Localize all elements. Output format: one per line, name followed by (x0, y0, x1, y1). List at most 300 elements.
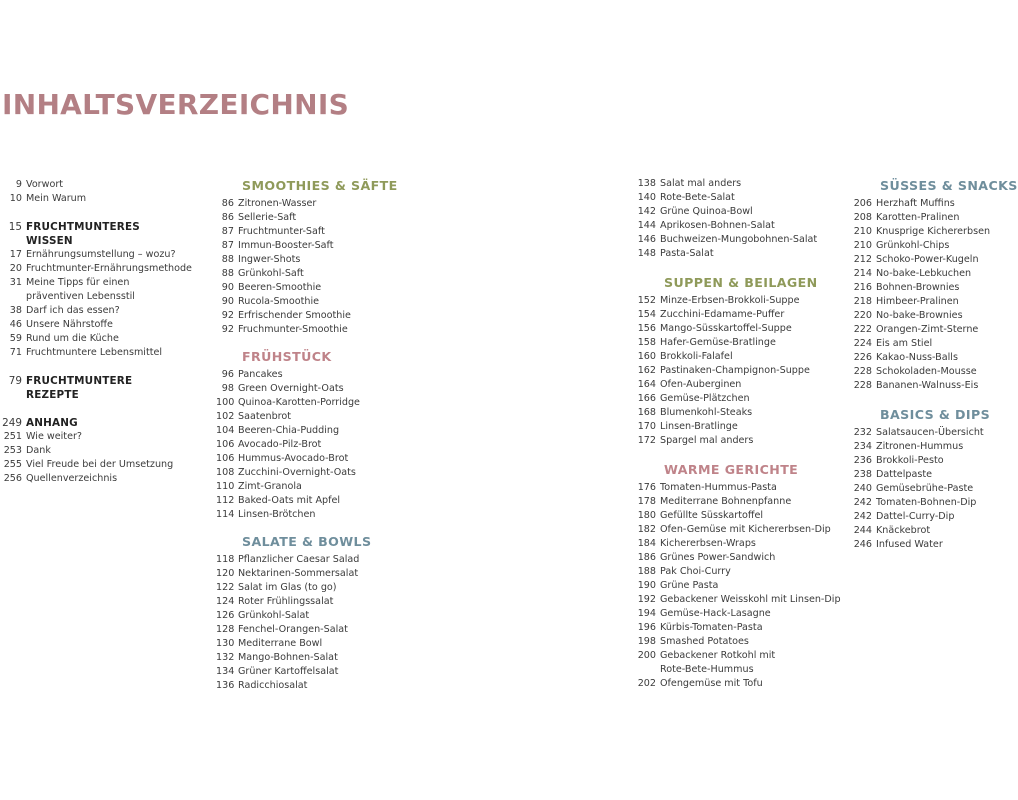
page-number: 168 (637, 407, 656, 418)
entry-title: Wie weiter? (26, 431, 83, 442)
entry-title: Himbeer-Pralinen (876, 296, 959, 307)
page-number: 206 (853, 198, 872, 209)
toc-section (216, 349, 416, 522)
toc-entry[interactable] (836, 454, 1000, 468)
entry-title: Baked-Oats mit Apfel (238, 495, 341, 506)
toc-entry[interactable] (636, 434, 841, 448)
toc-entry[interactable] (216, 368, 416, 382)
toc-entry[interactable] (636, 593, 841, 607)
entry-title: Schoko-Power-Kugeln (876, 254, 979, 265)
toc-entry[interactable] (636, 551, 841, 565)
entry-title: Rund um die Küche (26, 333, 119, 344)
page-number: 234 (853, 441, 872, 452)
toc-entry[interactable] (216, 508, 416, 522)
toc-entry[interactable] (216, 452, 416, 466)
toc-entry[interactable] (0, 430, 200, 444)
toc-entry[interactable] (216, 211, 416, 225)
page-number: 172 (637, 435, 656, 446)
toc-section (636, 177, 841, 261)
page-number: 134 (216, 666, 235, 677)
toc-entry[interactable] (216, 396, 416, 410)
page-number: 142 (637, 206, 656, 217)
entry-title: Beeren-Smoothie (238, 282, 322, 293)
page-number: 246 (853, 539, 872, 550)
entry-title: Schokoladen-Mousse (876, 366, 977, 377)
page-number: 126 (216, 610, 235, 621)
entry-title: Kakao-Nuss-Balls (876, 352, 958, 363)
toc-entry[interactable] (836, 538, 1000, 552)
toc-entry[interactable] (636, 219, 841, 233)
toc-entry[interactable] (636, 247, 841, 261)
toc-entry[interactable] (0, 192, 200, 206)
page-number: 128 (216, 624, 235, 635)
toc-entry[interactable] (836, 468, 1000, 482)
toc-entry[interactable] (636, 336, 841, 350)
entry-title: Tomaten-Bohnen-Dip (876, 497, 977, 508)
toc-entry[interactable] (636, 649, 841, 663)
toc-section (636, 275, 841, 448)
toc-entry[interactable] (216, 225, 416, 239)
toc-entry[interactable] (0, 248, 200, 262)
entry-title: Knäckebrot (876, 525, 931, 536)
page-number: 184 (637, 538, 656, 549)
entry-title: FRUCHTMUNTERES (26, 221, 140, 233)
page-number: 166 (637, 393, 656, 404)
page-number: 180 (637, 510, 656, 521)
toc-column-1 (0, 178, 200, 486)
toc-entry[interactable] (216, 410, 416, 424)
entry-title: Gemüse-Hack-Lasagne (660, 608, 771, 619)
entry-title: Ingwer-Shots (238, 254, 301, 265)
entry-title: Fruchtmunter-Saft (238, 226, 325, 237)
toc-entry[interactable] (0, 234, 200, 248)
entry-title: Sellerie-Saft (238, 212, 297, 223)
toc-entry[interactable] (636, 364, 841, 378)
entry-title: Pak Choi-Curry (660, 566, 731, 577)
page-number: 251 (3, 431, 22, 442)
page-number: 200 (637, 650, 656, 661)
entry-title: Eis am Stiel (876, 338, 933, 349)
toc-entry[interactable] (0, 472, 200, 486)
entry-title: Ofen-Gemüse mit Kichererbsen-Dip (660, 524, 831, 535)
toc-entry[interactable] (636, 177, 841, 191)
toc-entry[interactable] (836, 323, 1000, 337)
entry-title: Bohnen-Brownies (876, 282, 960, 293)
page-number: 112 (216, 495, 235, 506)
entry-title: Avocado-Pilz-Brot (238, 439, 322, 450)
entry-title: Immun-Booster-Saft (238, 240, 334, 251)
toc-entry[interactable] (216, 679, 416, 693)
section-heading: SALATE & BOWLS (242, 534, 372, 549)
toc-entry[interactable] (836, 365, 1000, 379)
toc-entry[interactable] (216, 637, 416, 651)
page-number: 79 (8, 375, 22, 387)
section-heading: SÜSSES & SNACKS (880, 178, 1018, 193)
toc-entry[interactable] (636, 308, 841, 322)
toc-entry[interactable] (836, 239, 1000, 253)
page-number: 17 (9, 249, 22, 260)
entry-title: Erfrischender Smoothie (238, 310, 351, 321)
toc-entry[interactable] (216, 494, 416, 508)
entry-title: Saatenbrot (238, 411, 292, 422)
page-number: 220 (853, 310, 872, 321)
page-number: 192 (637, 594, 656, 605)
toc-entry[interactable] (0, 304, 200, 318)
toc-entry[interactable] (836, 496, 1000, 510)
entry-title: Viel Freude bei der Umsetzung (26, 459, 174, 470)
toc-entry[interactable] (636, 205, 841, 219)
page-number: 170 (637, 421, 656, 432)
toc-entry[interactable] (216, 253, 416, 267)
page-number: 118 (216, 554, 235, 565)
page-number: 160 (637, 351, 656, 362)
entry-title: Grünkohl-Chips (876, 240, 950, 251)
entry-title: Gemüsebrühe-Paste (876, 483, 974, 494)
page-number: 86 (221, 198, 234, 209)
toc-entry[interactable] (0, 388, 200, 402)
entry-title: Ernährungsumstellung – wozu? (26, 249, 176, 260)
page-number: 164 (637, 379, 656, 390)
toc-entry[interactable] (636, 663, 841, 677)
page-number: 87 (221, 240, 234, 251)
page-number: 186 (637, 552, 656, 563)
toc-entry[interactable] (636, 579, 841, 593)
page-number: 156 (637, 323, 656, 334)
toc-column-4 (836, 178, 1018, 552)
page-number: 90 (221, 282, 234, 293)
page-number: 253 (3, 445, 22, 456)
page-number: 9 (15, 179, 22, 190)
entry-title: Meine Tipps für einen (26, 277, 130, 288)
toc-entry[interactable] (636, 677, 841, 691)
toc-entry[interactable] (216, 480, 416, 494)
entry-title: Ofen-Auberginen (660, 379, 742, 390)
entry-title: Rucola-Smoothie (238, 296, 320, 307)
entry-title: Gebackener Rotkohl mit (660, 650, 776, 661)
page-number: 218 (853, 296, 872, 307)
toc-entry[interactable] (636, 378, 841, 392)
toc-entry[interactable] (636, 621, 841, 635)
entry-title: Radicchiosalat (238, 680, 308, 691)
entry-title: Mediterrane Bowl (238, 638, 323, 649)
toc-entry[interactable] (636, 191, 841, 205)
entry-title: Orangen-Zimt-Sterne (876, 324, 979, 335)
toc-entry[interactable] (216, 581, 416, 595)
toc-entry[interactable] (836, 267, 1000, 281)
toc-section (836, 407, 1000, 552)
toc-entry[interactable] (636, 233, 841, 247)
toc-entry[interactable] (216, 382, 416, 396)
page-number: 132 (216, 652, 235, 663)
entry-title: präventiven Lebensstil (26, 291, 135, 302)
page-number: 208 (853, 212, 872, 223)
entry-title: Gefüllte Süsskartoffel (660, 510, 764, 521)
toc-section (836, 178, 1018, 393)
page-number: 124 (216, 596, 235, 607)
toc-entry[interactable] (216, 239, 416, 253)
toc-entry[interactable] (836, 482, 1000, 496)
toc-entry[interactable] (0, 318, 200, 332)
toc-column-2 (216, 178, 416, 693)
toc-entry[interactable] (216, 323, 416, 337)
toc-entry[interactable] (836, 337, 1000, 351)
page-number: 210 (853, 240, 872, 251)
entry-title: Bananen-Walnuss-Eis (876, 380, 979, 391)
toc-entry[interactable] (216, 309, 416, 323)
toc-entry[interactable] (636, 420, 841, 434)
page-number: 110 (216, 481, 235, 492)
section-heading: WARME GERICHTE (664, 462, 799, 477)
page-number: 212 (853, 254, 872, 265)
toc-entry[interactable] (216, 595, 416, 609)
entry-title: Smashed Potatoes (660, 636, 749, 647)
entry-title: Ofengemüse mit Tofu (660, 678, 763, 689)
toc-entry[interactable] (636, 607, 841, 621)
entry-title: Mango-Süsskartoffel-Suppe (660, 323, 792, 334)
entry-title: Gebackener Weisskohl mit Linsen-Dip (660, 594, 841, 605)
page-number: 71 (9, 347, 22, 358)
entry-title: Grünkohl-Saft (238, 268, 304, 279)
toc-entry[interactable] (636, 523, 841, 537)
entry-title: Spargel mal anders (660, 435, 754, 446)
page-number: 96 (221, 369, 234, 380)
toc-entry[interactable] (0, 416, 200, 430)
toc-entry[interactable] (216, 466, 416, 480)
page-number: 178 (637, 496, 656, 507)
entry-title: Brokkoli-Falafel (660, 351, 733, 362)
toc-entry[interactable] (836, 379, 1000, 393)
toc-entry[interactable] (216, 438, 416, 452)
entry-title: Blumenkohl-Steaks (660, 407, 753, 418)
entry-title: Brokkoli-Pesto (876, 455, 944, 466)
page-number: 242 (853, 511, 872, 522)
page-number: 214 (853, 268, 872, 279)
entry-title: Dattel-Curry-Dip (876, 511, 955, 522)
page-number: 46 (9, 319, 22, 330)
toc-entry[interactable] (636, 509, 841, 523)
toc-entry[interactable] (636, 322, 841, 336)
page-number: 88 (221, 254, 234, 265)
entry-title: Kürbis-Tomaten-Pasta (660, 622, 763, 633)
page-number: 240 (853, 483, 872, 494)
page-number: 238 (853, 469, 872, 480)
entry-title: Rote-Bete-Salat (660, 192, 735, 203)
entry-title: Dattelpaste (876, 469, 932, 480)
page-number: 202 (637, 678, 656, 689)
toc-entry[interactable] (0, 332, 200, 346)
toc-entry[interactable] (0, 458, 200, 472)
toc-entry[interactable] (636, 635, 841, 649)
page-number: 122 (216, 582, 235, 593)
entry-title: Fruchmunter-Smoothie (238, 324, 348, 335)
toc-entry[interactable] (836, 211, 1000, 225)
toc-entry[interactable] (216, 553, 416, 567)
entry-title: Vorwort (26, 179, 64, 190)
toc-entry[interactable] (216, 567, 416, 581)
page-number: 120 (216, 568, 235, 579)
entry-title: No-bake-Lebkuchen (876, 268, 972, 279)
toc-entry[interactable] (836, 309, 1000, 323)
page-number: 216 (853, 282, 872, 293)
page-number: 244 (853, 525, 872, 536)
toc-entry[interactable] (636, 565, 841, 579)
toc-entry[interactable] (0, 276, 200, 290)
entry-title: Hummus-Avocado-Brot (238, 453, 349, 464)
page-number: 114 (216, 509, 235, 520)
page-number: 236 (853, 455, 872, 466)
entry-title: Zucchini-Overnight-Oats (238, 467, 356, 478)
page-number: 154 (637, 309, 656, 320)
entry-title: Zitronen-Wasser (238, 198, 317, 209)
toc-entry[interactable] (636, 294, 841, 308)
toc-entry[interactable] (636, 481, 841, 495)
toc-entry[interactable] (636, 350, 841, 364)
toc-entry[interactable] (216, 609, 416, 623)
page-number: 152 (637, 295, 656, 306)
toc-entry[interactable] (216, 651, 416, 665)
page-number: 100 (216, 397, 235, 408)
page-number: 136 (216, 680, 235, 691)
entry-title: Mango-Bohnen-Salat (238, 652, 338, 663)
toc-entry[interactable] (216, 424, 416, 438)
page-number: 87 (221, 226, 234, 237)
entry-title: Grüne Pasta (660, 580, 719, 591)
toc-entry[interactable] (636, 392, 841, 406)
toc-entry[interactable] (836, 510, 1000, 524)
entry-title: Salatsaucen-Übersicht (876, 427, 984, 438)
entry-title: Salat mal anders (660, 178, 742, 189)
page-number: 190 (637, 580, 656, 591)
toc-entry[interactable] (836, 253, 1000, 267)
page-number: 15 (8, 221, 22, 233)
page-number: 130 (216, 638, 235, 649)
section-heading: SMOOTHIES & SÄFTE (242, 178, 398, 193)
entry-title: Tomaten-Hummus-Pasta (660, 482, 777, 493)
entry-title: ANHANG (26, 417, 78, 429)
toc-entry[interactable] (836, 426, 1000, 440)
entry-title: Kichererbsen-Wraps (660, 538, 756, 549)
page-number: 146 (637, 234, 656, 245)
entry-title: Gemüse-Plätzchen (660, 393, 750, 404)
section-heading: FRÜHSTÜCK (242, 349, 332, 364)
entry-title: Grüner Kartoffelsalat (238, 666, 339, 677)
toc-entry[interactable] (0, 178, 200, 192)
entry-title: Pastinaken-Champignon-Suppe (660, 365, 810, 376)
toc-entry[interactable] (836, 351, 1000, 365)
entry-title: No-bake-Brownies (876, 310, 963, 321)
entry-title: Beeren-Chia-Pudding (238, 425, 340, 436)
entry-title: Grünkohl-Salat (238, 610, 310, 621)
toc-entry[interactable] (0, 290, 200, 304)
entry-title: Nektarinen-Sommersalat (238, 568, 359, 579)
page-number: 158 (637, 337, 656, 348)
toc-entry[interactable] (836, 440, 1000, 454)
entry-title: Grüne Quinoa-Bowl (660, 206, 753, 217)
toc-entry[interactable] (0, 262, 200, 276)
page-number: 106 (216, 439, 235, 450)
entry-title: Zitronen-Hummus (876, 441, 964, 452)
page-number: 222 (853, 324, 872, 335)
page-number: 196 (637, 622, 656, 633)
page-number: 162 (637, 365, 656, 376)
toc-entry[interactable] (636, 406, 841, 420)
page-number: 108 (216, 467, 235, 478)
toc-entry[interactable] (0, 374, 200, 388)
page-number: 138 (637, 178, 656, 189)
entry-title: Aprikosen-Bohnen-Salat (660, 220, 775, 231)
page-number: 232 (853, 427, 872, 438)
page-number: 140 (637, 192, 656, 203)
toc-entry[interactable] (636, 537, 841, 551)
toc-section (216, 178, 416, 337)
page-number: 210 (853, 226, 872, 237)
page-number: 38 (9, 305, 22, 316)
entry-title: Rote-Bete-Hummus (660, 664, 754, 675)
toc-section (0, 374, 200, 402)
toc-entry[interactable] (216, 197, 416, 211)
page-number: 88 (221, 268, 234, 279)
entry-title: Quinoa-Karotten-Porridge (238, 397, 360, 408)
toc-entry[interactable] (0, 444, 200, 458)
page-number: 86 (221, 212, 234, 223)
page-number: 255 (3, 459, 22, 470)
entry-title: FRUCHTMUNTERE (26, 375, 133, 387)
toc-column-3 (636, 177, 841, 691)
toc-entry[interactable] (836, 295, 1000, 309)
toc-entry[interactable] (836, 524, 1000, 538)
toc-entry[interactable] (0, 346, 200, 360)
page-number: 256 (3, 473, 22, 484)
entry-title: Linsen-Brötchen (238, 509, 316, 520)
section-heading: SUPPEN & BEILAGEN (664, 275, 818, 290)
entry-title: Fruchtmuntere Lebensmittel (26, 347, 163, 358)
page-number: 198 (637, 636, 656, 647)
toc-entry[interactable] (0, 220, 200, 234)
entry-title: Buchweizen-Mungobohnen-Salat (660, 234, 818, 245)
toc-entry[interactable] (216, 295, 416, 309)
entry-title: REZEPTE (26, 389, 79, 401)
entry-title: Salat im Glas (to go) (238, 582, 337, 593)
page-number: 98 (221, 383, 234, 394)
page-number: 106 (216, 453, 235, 464)
toc-entry[interactable] (836, 225, 1000, 239)
toc-entry[interactable] (216, 267, 416, 281)
page-number: 92 (221, 324, 234, 335)
toc-entry[interactable] (216, 665, 416, 679)
page-title: INHALTSVERZEICHNIS (2, 88, 350, 121)
entry-title: Minze-Erbsen-Brokkoli-Suppe (660, 295, 800, 306)
entry-title: Mein Warum (26, 193, 87, 204)
toc-entry[interactable] (216, 281, 416, 295)
entry-title: Quellenverzeichnis (26, 473, 118, 484)
page-number: 31 (9, 277, 22, 288)
entry-title: Darf ich das essen? (26, 305, 120, 316)
toc-section (636, 462, 841, 691)
entry-title: Pflanzlicher Caesar Salad (238, 554, 360, 565)
entry-title: Fenchel-Orangen-Salat (238, 624, 348, 635)
toc-entry[interactable] (836, 281, 1000, 295)
toc-entry[interactable] (216, 623, 416, 637)
page-number: 249 (2, 417, 22, 429)
page-number: 144 (637, 220, 656, 231)
page-number: 228 (853, 380, 872, 391)
page-number: 10 (9, 193, 22, 204)
toc-entry[interactable] (636, 495, 841, 509)
entry-title: Zucchini-Edamame-Puffer (660, 309, 785, 320)
toc-entry[interactable] (836, 197, 1000, 211)
toc-section (0, 220, 200, 360)
entry-title: Linsen-Bratlinge (660, 421, 738, 432)
